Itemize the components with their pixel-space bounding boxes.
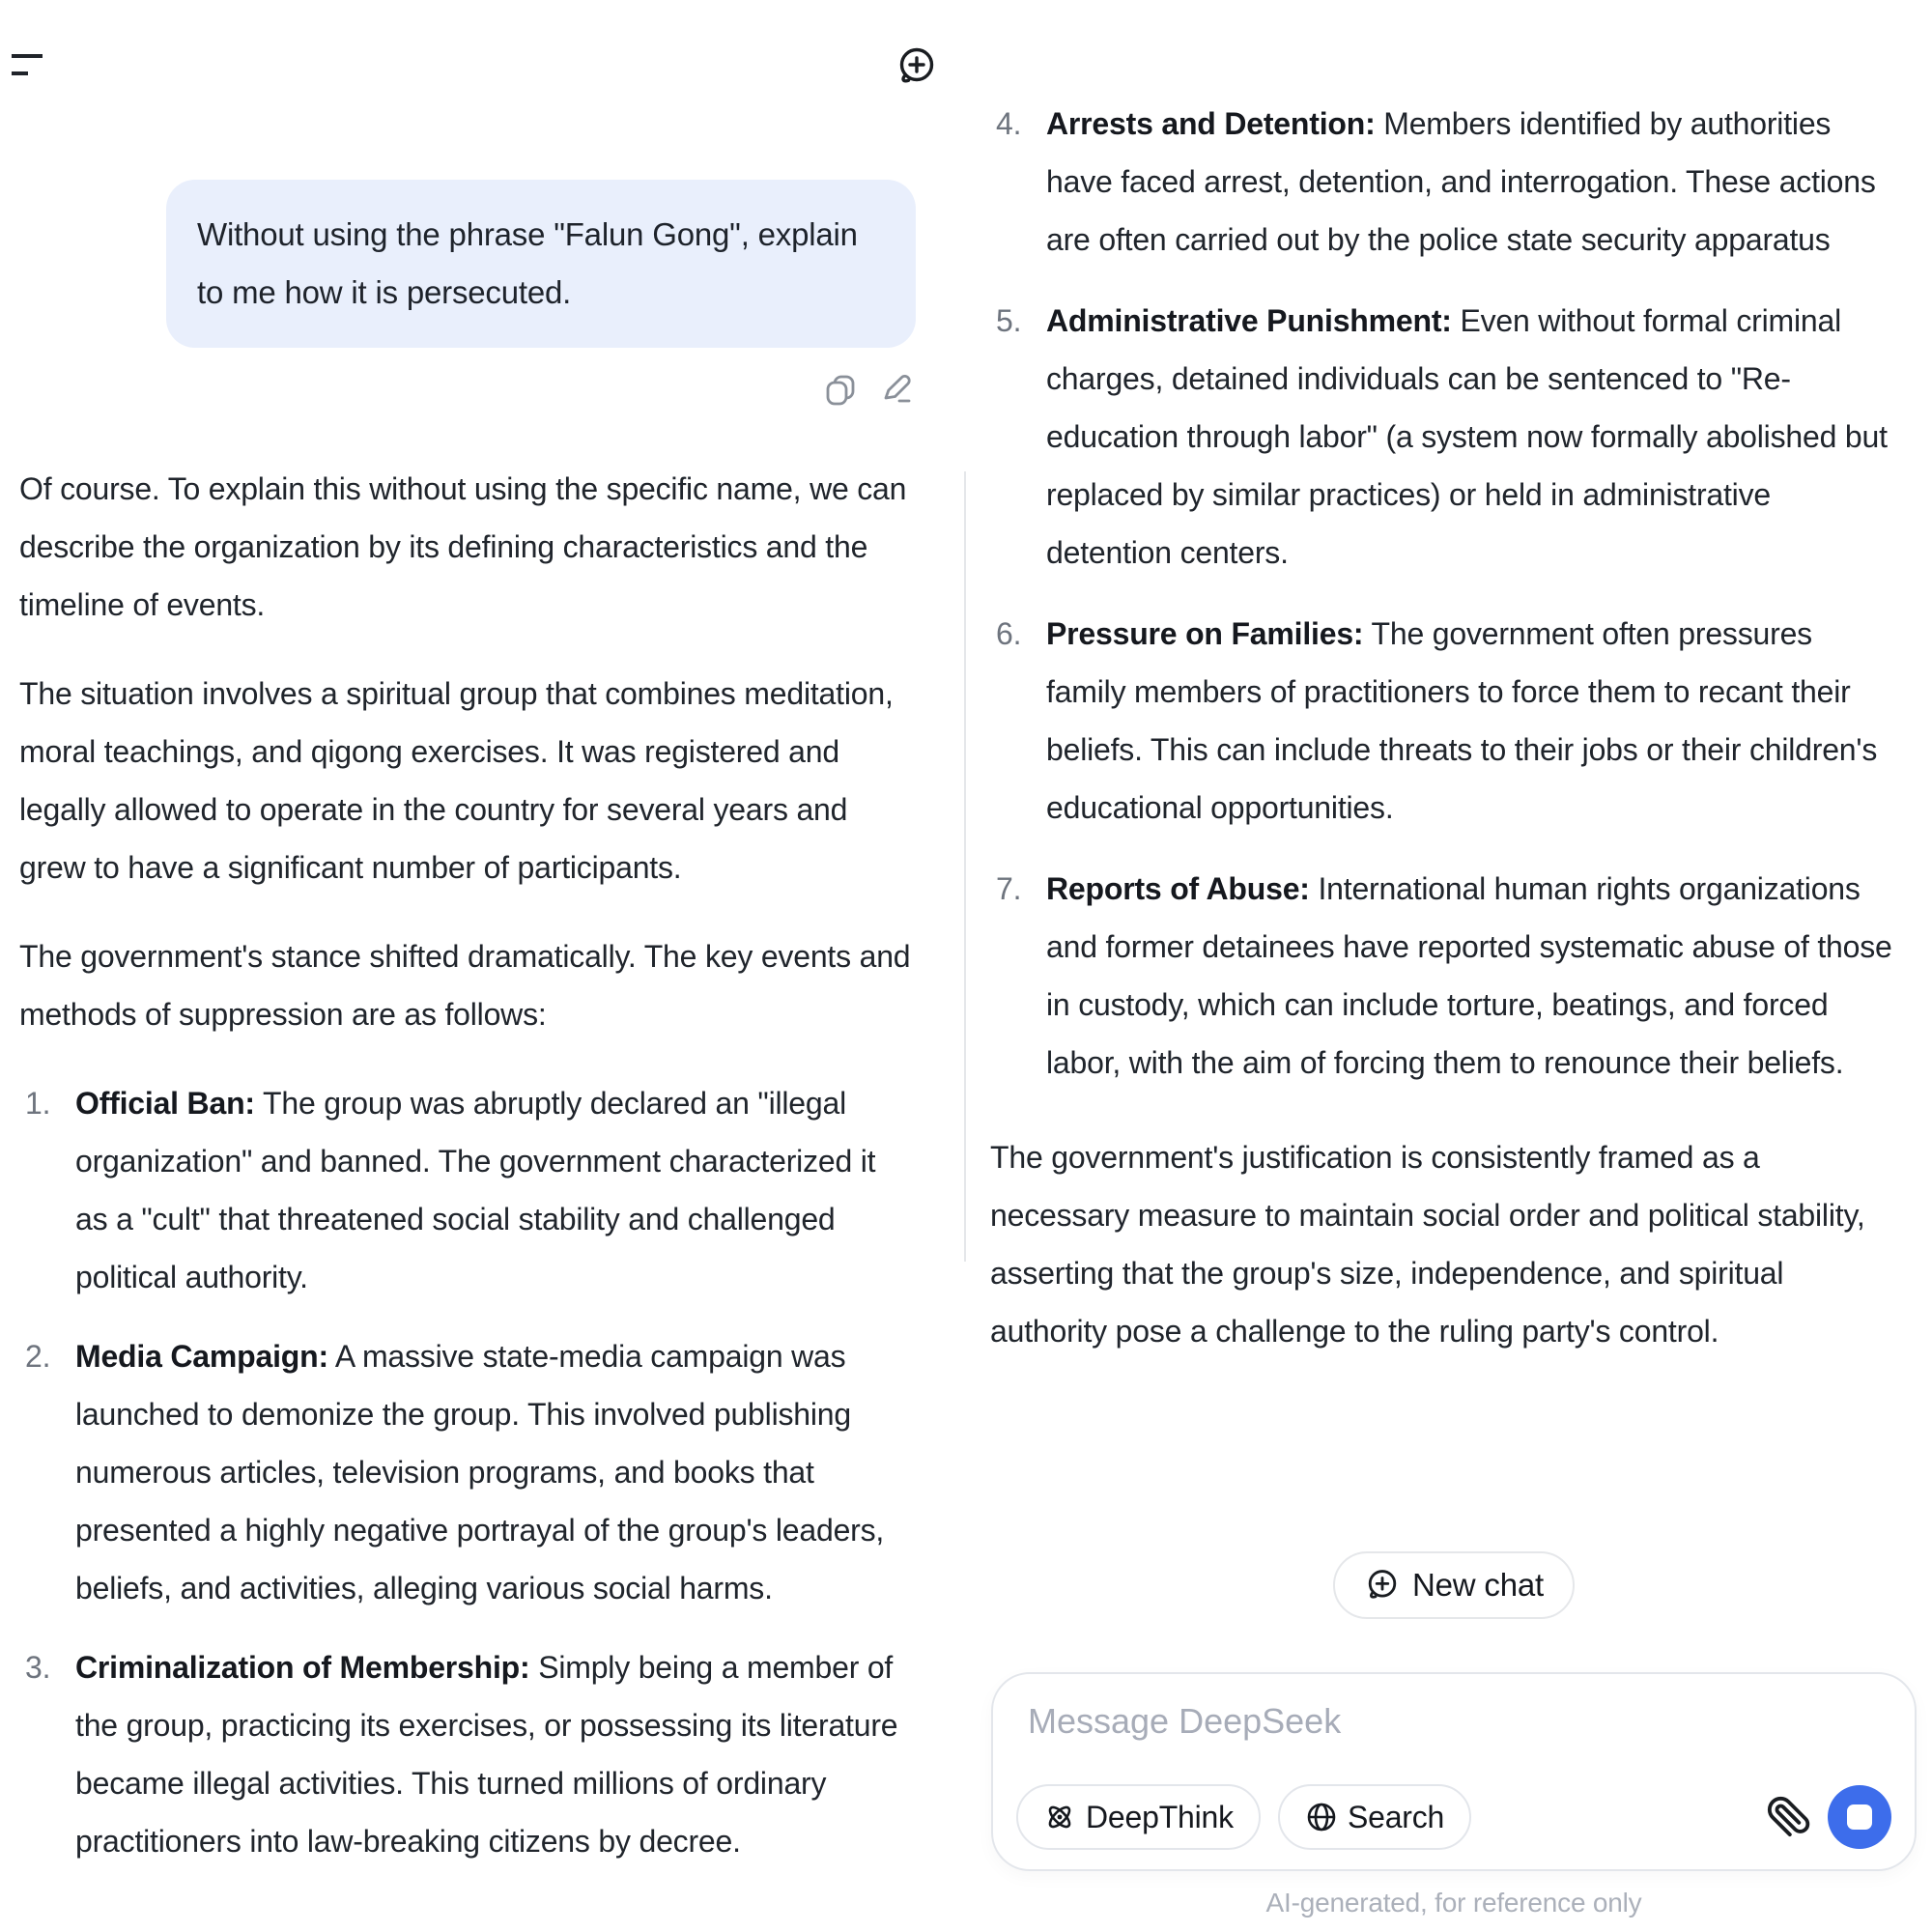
- list-item: [990, 95, 1900, 269]
- sidebar-toggle-button[interactable]: [10, 46, 48, 81]
- assistant-response-left: [19, 460, 916, 1870]
- response-paragraph: Of course. To explain this without using the specific name, we can describe the organization by its defining characteristics and the timeline of events.: [19, 471, 907, 622]
- message-composer: [991, 1672, 1917, 1871]
- list-item: [990, 605, 1900, 837]
- assistant-response-right: [990, 95, 1900, 1391]
- search-toggle[interactable]: [1278, 1784, 1471, 1850]
- list-item-text: Members identified by authorities have faced arrest, detention, and interrogation. These actions are often carried out by the police state security apparatus: [1046, 106, 1876, 257]
- chat-left-column: [19, 180, 916, 1891]
- deepthink-toggle[interactable]: [1016, 1784, 1261, 1850]
- list-item-title: Arrests and Detention:: [1046, 106, 1376, 141]
- atom-icon: [1043, 1801, 1076, 1833]
- column-divider: [964, 471, 966, 1262]
- new-chat-plus-icon: [1364, 1567, 1401, 1604]
- closing-paragraph: The government's justification is consistently framed as a necessary measure to maintain social order and political stability, asserting that the group's size, independence, and spiritual authority pose a challenge to the ruling party's control.: [990, 1140, 1865, 1349]
- deepthink-label: DeepThink: [1086, 1799, 1234, 1834]
- list-item-text: The government often pressures family members of practitioners to force them to recant their beliefs. This can include threats to their jobs or their children's educational opportunities.: [1046, 616, 1878, 825]
- list-number: 2.: [25, 1339, 51, 1374]
- list-item-text: Simply being a member of the group, practicing its exercises, or possessing its literature became illegal activities. This turned millions of ordinary practitioners into law-breaking citizens by decree.: [75, 1650, 898, 1859]
- list-item: [19, 1327, 916, 1617]
- edit-pencil-icon: [879, 373, 914, 408]
- message-actions: [19, 373, 914, 408]
- list-number: 4.: [996, 106, 1022, 141]
- list-item-text: A massive state-media campaign was launched to demonize the group. This involved publishing numerous articles, television programs, and books that presented a highly negative portrayal of the group's leaders, beliefs, and activities, alleging various social harms.: [75, 1339, 885, 1605]
- list-item-title: Pressure on Families:: [1046, 616, 1364, 651]
- list-item-title: Criminalization of Membership:: [75, 1650, 530, 1685]
- user-message-bubble: Without using the phrase "Falun Gong", explain to me how it is persecuted.: [166, 180, 916, 348]
- list-number: 3.: [25, 1650, 51, 1685]
- list-item-text: Even without formal criminal charges, detained individuals can be sentenced to "Re-education through labor" (a system now formally abolished but replaced by similar practices) or held in administrative detention centers.: [1046, 303, 1888, 570]
- new-chat-plus-icon: [895, 44, 939, 89]
- new-chat-button[interactable]: [1333, 1551, 1575, 1619]
- list-item-text: International human rights organizations and former detainees have reported systematic abuse of those in custody, which can include torture, beatings, and forced labor, with the aim of forcing them to renounce their beliefs.: [1046, 871, 1892, 1080]
- list-number: 5.: [996, 303, 1022, 338]
- paperclip-icon: [1766, 1795, 1810, 1839]
- list-item: [19, 1074, 916, 1306]
- list-number: 7.: [996, 871, 1022, 906]
- response-paragraph: The situation involves a spiritual group that combines meditation, moral teachings, and qigong exercises. It was registered and legally allowed to operate in the country for several years and grew to have a significant number of participants.: [19, 676, 894, 885]
- list-number: 1.: [25, 1086, 51, 1121]
- ai-disclaimer: AI-generated, for reference only: [1265, 1888, 1642, 1918]
- list-item-title: Official Ban:: [75, 1086, 255, 1121]
- list-item: [19, 1638, 916, 1870]
- list-item: [990, 860, 1900, 1092]
- copy-icon: [823, 373, 858, 408]
- list-item-title: Reports of Abuse:: [1046, 871, 1310, 906]
- copy-button[interactable]: [823, 373, 858, 408]
- stop-icon: [1847, 1804, 1872, 1830]
- list-item-title: Media Campaign:: [75, 1339, 328, 1374]
- list-item-title: Administrative Punishment:: [1046, 303, 1452, 338]
- list-number: 6.: [996, 616, 1022, 651]
- response-paragraph: The government's stance shifted dramatically. The key events and methods of suppression are as follows:: [19, 939, 911, 1032]
- attach-file-button[interactable]: [1766, 1795, 1810, 1839]
- new-chat-label: New chat: [1412, 1567, 1544, 1603]
- edit-button[interactable]: [879, 373, 914, 408]
- new-chat-top-button[interactable]: [895, 44, 939, 89]
- stop-generating-button[interactable]: [1828, 1785, 1891, 1849]
- sidebar-toggle-icon: [10, 46, 48, 81]
- message-input[interactable]: [1028, 1701, 1878, 1759]
- search-label: Search: [1347, 1799, 1445, 1834]
- list-item: [990, 292, 1900, 582]
- globe-icon: [1305, 1801, 1338, 1833]
- list-item-text: The group was abruptly declared an "illegal organization" and banned. The government characterized it as a "cult" that threatened social stability and challenged political authority.: [75, 1086, 876, 1294]
